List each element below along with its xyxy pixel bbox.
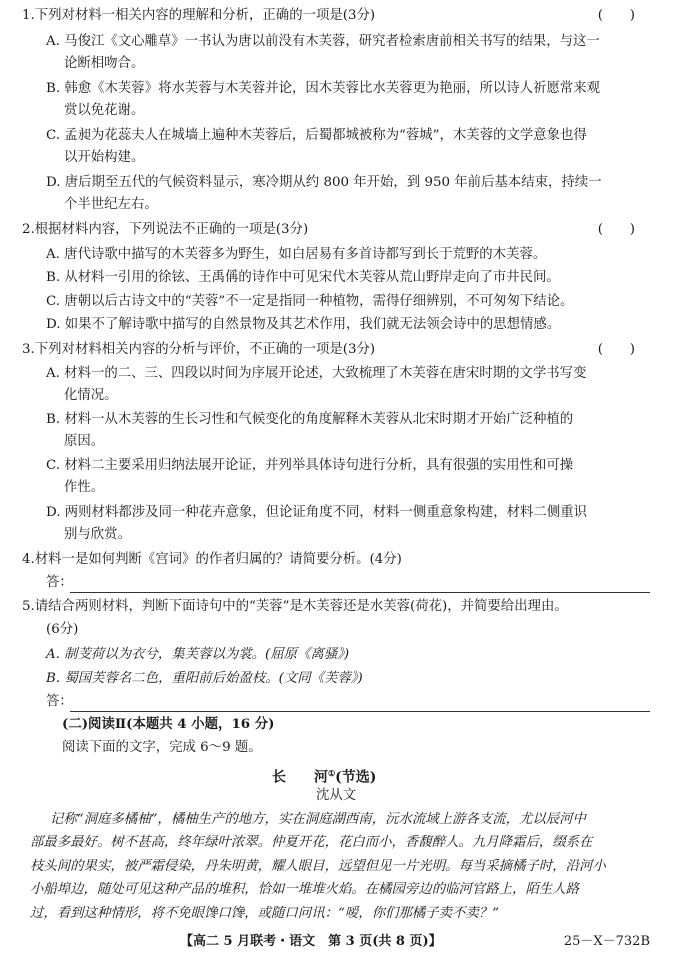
q5-stem: 5.请结合两则材料，判断下面诗句中的“芙蓉”是木芙蓉还是水芙蓉(荷花)，并简要给出理由。 bbox=[22, 599, 568, 614]
passage-title bbox=[272, 763, 376, 788]
q3-option-b: B. 材料一从木芙蓉的生长习性和气候变化的角度解释木芙蓉从北宋时期才开始广泛种植的 bbox=[46, 412, 574, 427]
section-instruction: 阅读下面的文字，完成 6～9 题。 bbox=[62, 740, 262, 755]
q4-stem: 4.材料一是如何判断《宫词》的作者归属的？请简要分析。(4分) bbox=[22, 552, 402, 567]
q1-option-a: A. 马俊江《文心雕草》一书认为唐以前没有木芙蓉，研究者检索唐前相关书写的结果，与这一 bbox=[46, 34, 600, 49]
q1-option-d-cont: 个半世纪左右。 bbox=[64, 197, 158, 212]
q1-answer-paren: ( ) bbox=[597, 8, 635, 23]
page-footer: 【高二 5 月联考・语文 第 3 页(共 8 页)】 bbox=[180, 934, 442, 949]
passage-line-1: 记称“洞庭多橘柚”，橘柚生产的地方，实在洞庭湖西南，沅水流域上游各支流，尤以辰河中 bbox=[50, 812, 586, 827]
q2-option-a: A. 唐代诗歌中描写的木芙蓉多为野生，如白居易有多首诗都写到长于荒野的木芙蓉。 bbox=[46, 247, 547, 262]
q2-answer-paren: ( ) bbox=[597, 222, 635, 237]
q3-stem: 3.下列对材料相关内容的分析与评价，不正确的一项是(3分) bbox=[22, 342, 376, 357]
q1-stem: 1.下列对材料一相关内容的理解和分析，正确的一项是(3分) bbox=[22, 8, 376, 23]
passage-line-4: 小船埠边，随处可见这种产品的堆积，恰如一堆堆火焰。在橘园旁边的临河官路上，陌生人路 bbox=[30, 882, 580, 897]
q3-option-c-cont: 作性。 bbox=[64, 480, 105, 495]
section-heading: (二)阅读Ⅱ(本题共 4 小题，16 分) bbox=[62, 716, 275, 732]
q1-option-b-cont: 赏以免花谢。 bbox=[64, 103, 145, 118]
q1-option-d: D. 唐后期至五代的气候资料显示，寒冷期从约 800 年开始，到 950 年前后基本结束，持续一 bbox=[46, 175, 602, 190]
q5-answer-label: 答： bbox=[46, 694, 73, 709]
q2-option-b: B. 从材料一引用的徐铉、王禹偁的诗作中可见宋代木芙蓉从荒山野岸走向了市井民间。 bbox=[46, 270, 560, 285]
passage-title-text: 长 河 bbox=[272, 769, 328, 786]
q4-answer-line[interactable] bbox=[70, 592, 650, 593]
q4-answer-label: 答： bbox=[46, 575, 73, 590]
q3-option-d: D. 两则材料都涉及同一种花卉意象，但论证角度不同，材料一侧重意象构建，材料二侧重识 bbox=[46, 505, 588, 520]
passage-author: 沈从文 bbox=[316, 788, 357, 803]
q5-answer-line[interactable] bbox=[70, 711, 650, 712]
q3-option-d-cont: 别与欣赏。 bbox=[64, 527, 131, 542]
q5-poem-a: A. 制芰荷以为衣兮，集芙蓉以为裳。(屈原《离骚》) bbox=[46, 647, 350, 662]
q2-option-d: D. 如果不了解诗歌中描写的自然景物及其艺术作用，我们就无法领会诗中的思想情感。 bbox=[46, 317, 561, 332]
q3-option-c: C. 材料二主要采用归纳法展开论证，并列举具体诗句进行分析，具有很强的实用性和可操 bbox=[46, 458, 574, 473]
q1-option-b: B. 韩愈《木芙蓉》将水芙蓉与木芙蓉并论，因木芙蓉比水芙蓉更为艳丽，所以诗人祈愿常来观 bbox=[46, 81, 600, 96]
passage-title-footnote: ① bbox=[328, 768, 336, 778]
q1-option-c-cont: 以开始构建。 bbox=[64, 150, 145, 165]
q2-option-c: C. 唐朝以后古诗文中的“芙蓉”不一定是指同一种植物，需得仔细辨别，不可匆匆下结论。 bbox=[46, 294, 574, 309]
passage-line-5: 过，看到这种情形，将不免眼馋口馋，或随口问讯：“嗳，你们那橘子卖不卖？” bbox=[30, 906, 499, 921]
exam-code: 25－X－732B bbox=[563, 934, 650, 949]
q1-option-a-cont: 论断相吻合。 bbox=[64, 56, 145, 71]
passage-title-suffix: (节选) bbox=[335, 769, 377, 786]
q5-poem-b: B. 蜀国芙蓉名二色，重阳前后始盈枝。(文同《芙蓉》) bbox=[46, 671, 363, 686]
q3-option-b-cont: 原因。 bbox=[64, 434, 105, 449]
q1-option-c: C. 孟昶为花蕊夫人在城墙上遍种木芙蓉后，后蜀都城被称为“蓉城”，木芙蓉的文学意象也得 bbox=[46, 128, 587, 143]
q3-answer-paren: ( ) bbox=[597, 342, 635, 357]
passage-line-2: 部最多最好。树不甚高，终年绿叶浓翠。仲夏开花，花白而小，香馥醉人。九月降霜后，缀系在 bbox=[30, 835, 593, 850]
q3-option-a: A. 材料一的二、三、四段以时间为序展开论述，大致梳理了木芙蓉在唐宋时期的文学书写变 bbox=[46, 366, 587, 381]
q2-stem: 2.根据材料内容，下列说法不正确的一项是(3分) bbox=[22, 222, 309, 237]
q5-stem-points: (6分) bbox=[46, 622, 79, 637]
q3-option-a-cont: 化情况。 bbox=[64, 388, 118, 403]
passage-line-3: 枝头间的果实，被严霜侵染，丹朱明黄，耀人眼目，远望但见一片光明。每当采摘橘子时，沿河小 bbox=[30, 859, 606, 874]
